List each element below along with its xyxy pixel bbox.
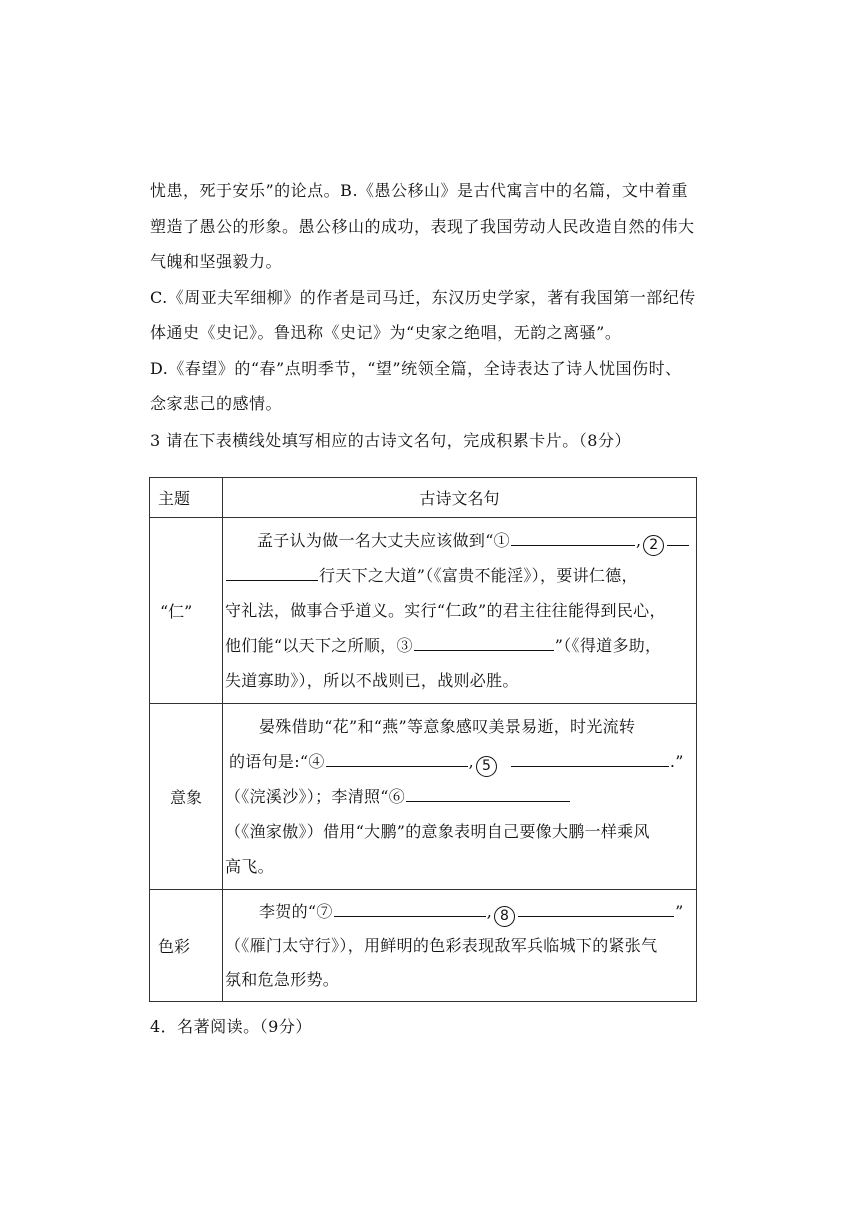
blank-2b[interactable] xyxy=(226,564,318,581)
passage-line-5: 体通史《史记》。鲁迅称《史记》为“史家之绝唱，无韵之离骚”。 xyxy=(150,323,622,342)
passage-line-6: D.《春望》的“春”点明季节，“望”统领全篇，全诗表达了诗人忧国伤时、 xyxy=(150,359,682,378)
question-4-title: 4．名著阅读。（9分） xyxy=(150,1017,312,1036)
row-ren-content: 孟子认为做一名大丈夫应该做到“① , 2 行天下之大道”（《富贵不能淫》），要讲仁德， 守礼法，做事合乎道义。实行“仁政”的君主往往能得到民心， 他们能“以天下之所顺，③ ”（《得道多助， 失道寡助》），所以不战则已，战则必胜。 xyxy=(223,518,697,704)
blank-3[interactable] xyxy=(414,634,554,651)
row-yixiang-content: 晏殊借助“花”和“燕”等意象感叹美景易逝，时光流转 的语句是:“④ , 5 .” （《浣溪沙》）；李清照“⑥ （《渔家傲》）借用“大鹏”的意象表明自己要像大鹏一样乘风 高飞。 xyxy=(223,704,697,890)
blank-8[interactable] xyxy=(518,900,674,917)
passage-line-1: 忧患，死于安乐”的论点。B.《愚公移山》是古代寓言中的名篇，文中着重 xyxy=(150,181,689,200)
blank-6[interactable] xyxy=(406,785,570,802)
question-3-title: 3 请在下表横线处填写相应的古诗文名句，完成积累卡片。（8分） xyxy=(150,431,631,450)
header-theme: 主题 xyxy=(150,478,223,518)
circled-number-5: 5 xyxy=(476,756,497,777)
header-content: 古诗文名句 xyxy=(223,478,697,518)
blank-1[interactable] xyxy=(511,529,635,546)
circled-number-2: 2 xyxy=(643,535,664,556)
accumulation-card-table xyxy=(149,477,697,1002)
passage-line-3: 气魄和坚强毅力。 xyxy=(150,252,283,271)
row-secai-label: 色彩 xyxy=(150,890,223,1002)
row-yixiang-label: 意象 xyxy=(150,704,223,890)
blank-4[interactable] xyxy=(326,750,468,767)
blank-2a[interactable] xyxy=(667,529,689,546)
passage-line-2: 塑造了愚公的形象。愚公移山的成功，表现了我国劳动人民改造自然的伟大 xyxy=(150,217,695,236)
row-ren-label: “仁” xyxy=(150,518,223,704)
passage-line-7: 念家悲己的感情。 xyxy=(150,394,283,413)
passage-line-4: C.《周亚夫军细柳》的作者是司马迁，东汉历史学家，著有我国第一部纪传 xyxy=(150,288,696,307)
blank-5[interactable] xyxy=(511,750,669,767)
blank-7[interactable] xyxy=(334,900,486,917)
circled-number-8: 8 xyxy=(494,906,515,927)
row-secai-content: 李贺的“⑦ , 8 ” （《雁门太守行》），用鲜明的色彩表现敌军兵临城下的紧张气 氛和危急形势。 xyxy=(223,890,697,1002)
